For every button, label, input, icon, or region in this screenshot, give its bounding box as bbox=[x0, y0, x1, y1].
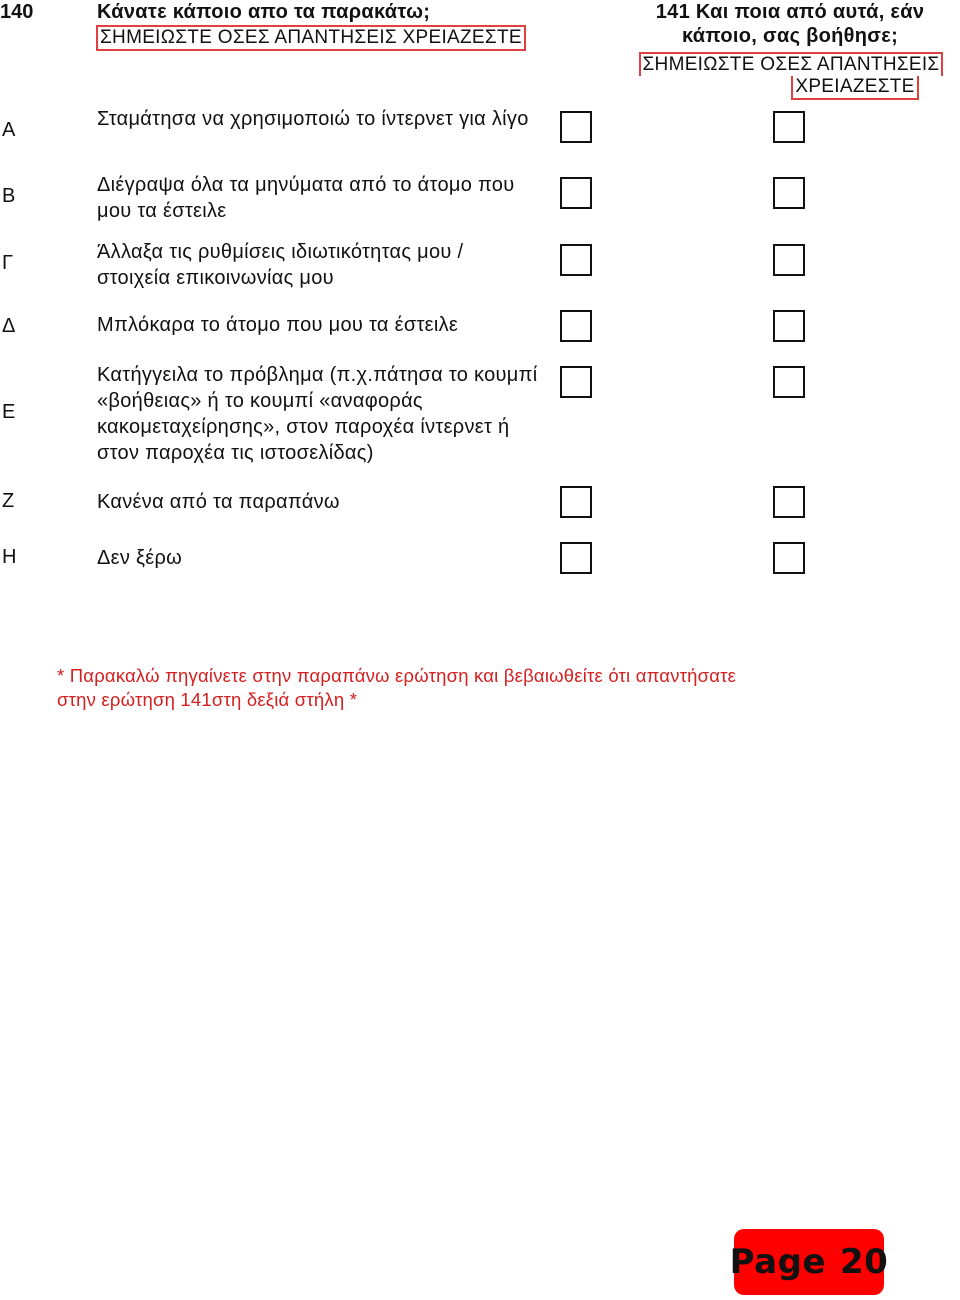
option-b-text: Διέγραψα όλα τα μηνύματα από το άτομο που μου τα έστειλε bbox=[97, 174, 515, 222]
q141-checkbox-d[interactable] bbox=[773, 310, 805, 342]
q140-checkbox-d[interactable] bbox=[560, 310, 592, 342]
option-c-text: Άλλαξα τις ρυθμίσεις ιδιωτικότητας μου / στοιχεία επικοινωνίας μου bbox=[97, 241, 464, 289]
option-h-letter: Η bbox=[2, 546, 17, 568]
q140-checkbox-z[interactable] bbox=[560, 486, 592, 518]
page-number-badge bbox=[729, 1229, 889, 1295]
option-d-text: Μπλόκαρα το άτομο που μου τα έστειλε bbox=[97, 314, 459, 336]
option-b-letter: Β bbox=[2, 185, 16, 207]
q140-checkbox-e[interactable] bbox=[560, 366, 592, 398]
option-h-text: Δεν ξέρω bbox=[97, 547, 183, 569]
question-140-number: 140 bbox=[0, 1, 34, 23]
q140-checkbox-a[interactable] bbox=[560, 111, 592, 143]
q141-checkbox-z[interactable] bbox=[773, 486, 805, 518]
q141-checkbox-c[interactable] bbox=[773, 244, 805, 276]
option-z-text: Κανένα από τα παραπάνω bbox=[97, 491, 340, 513]
question-141-line2: κάποιο, σας βοήθησε; bbox=[681, 25, 899, 47]
page-number: 20 bbox=[840, 1242, 889, 1282]
question-140-instruction: ΣΗΜΕΙΩΣΤΕ ΟΣΕΣ ΑΠΑΝΤΗΣΕΙΣ ΧΡΕΙΑΖΕΣΤΕ bbox=[96, 25, 526, 51]
instruction-note-line2: στην ερώτηση 141στη δεξιά στήλη * bbox=[57, 689, 358, 710]
page-label: Page bbox=[729, 1242, 827, 1282]
instruction-note-line1: * Παρακαλώ πηγαίνετε στην παραπάνω ερώτηση και βεβαιωθείτε ότι απαντήσατε bbox=[57, 665, 737, 686]
option-e-text: Κατήγγειλα το πρόβλημα (π.χ.πάτησα το κουμπί «βοήθειας» ή το κουμπί «αναφοράς κακομεταχείρησης», στον παροχέα ίντερνετ ή στον παροχέα τις ιστοσελίδας) bbox=[97, 364, 538, 464]
question-141-line1: 141 Και ποια από αυτά, εάν bbox=[655, 1, 925, 23]
q141-checkbox-h[interactable] bbox=[773, 542, 805, 574]
option-e-letter: Ε bbox=[2, 401, 16, 423]
question-141-instruction-line2: ΧΡΕΙΑΖΕΣΤΕ bbox=[791, 76, 918, 100]
q140-checkbox-b[interactable] bbox=[560, 177, 592, 209]
option-a-text: Σταμάτησα να χρησιμοποιώ το ίντερνετ για λίγο bbox=[97, 108, 529, 130]
option-z-letter: Ζ bbox=[2, 490, 15, 512]
option-c-letter: Γ bbox=[2, 252, 14, 274]
question-141-instruction bbox=[628, 52, 954, 100]
question-141-instruction-line1: ΣΗΜΕΙΩΣΤΕ ΟΣΕΣ ΑΠΑΝΤΗΣΕΙΣ bbox=[639, 52, 944, 76]
q140-checkbox-c[interactable] bbox=[560, 244, 592, 276]
q141-checkbox-e[interactable] bbox=[773, 366, 805, 398]
q141-checkbox-a[interactable] bbox=[773, 111, 805, 143]
q140-checkbox-h[interactable] bbox=[560, 542, 592, 574]
option-d-letter: Δ bbox=[2, 315, 16, 337]
question-140-text: Κάνατε κάποιο απο τα παρακάτω; bbox=[97, 1, 431, 23]
q141-checkbox-b[interactable] bbox=[773, 177, 805, 209]
option-a-letter: Α bbox=[2, 119, 16, 141]
